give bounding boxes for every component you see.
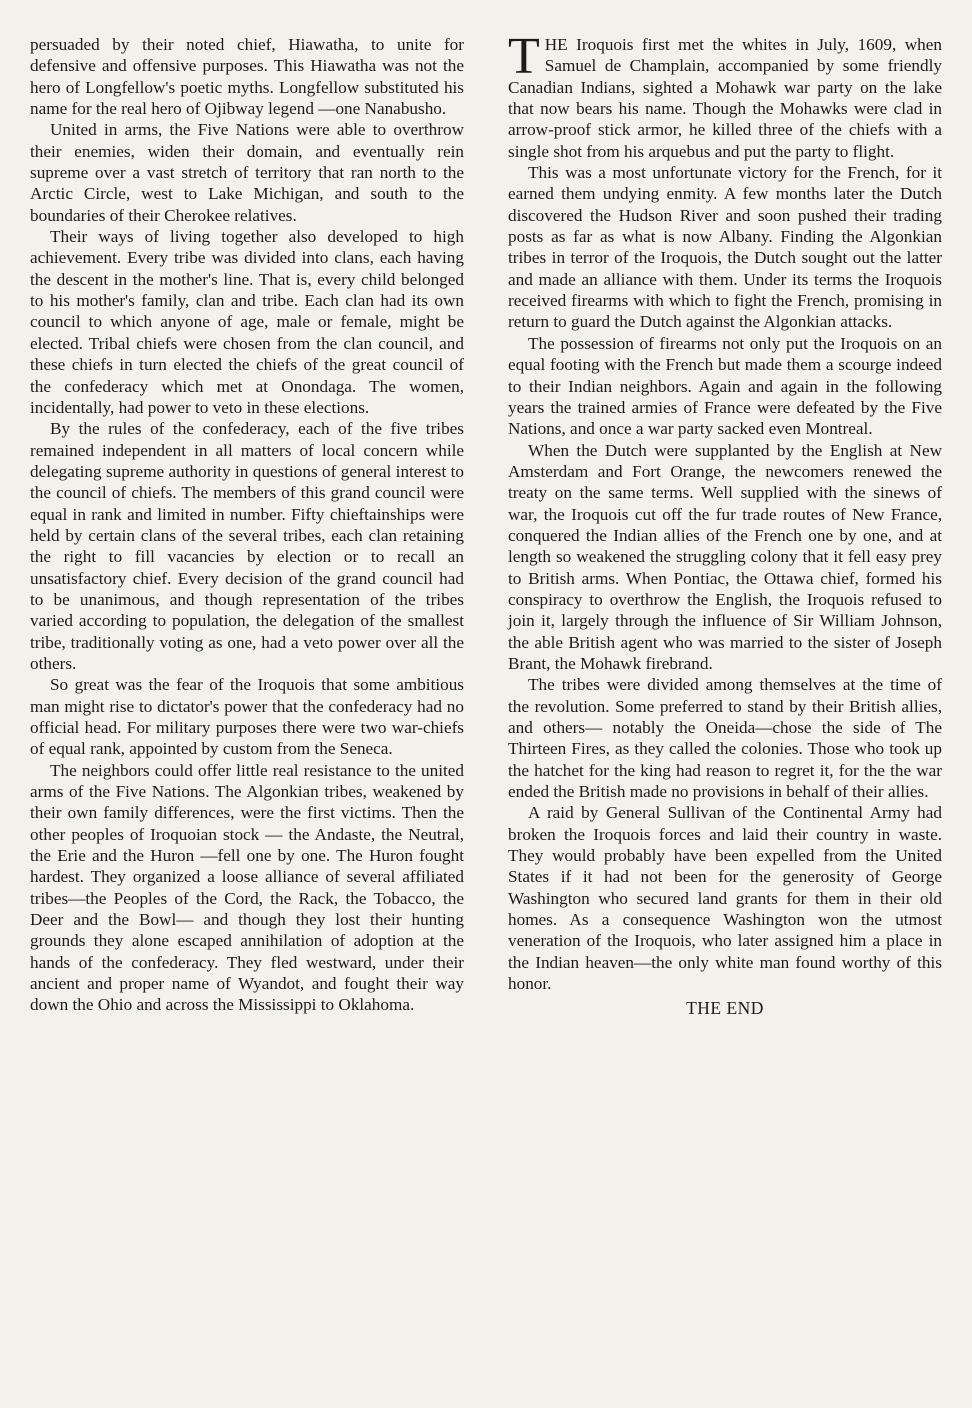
right-column <box>508 28 942 1408</box>
drop-cap: T <box>508 28 540 85</box>
paragraph: This was a most unfortunate victory for the French, for it earned them undying enmity. A few months later the Dutch discovered the Hudson River and soon pushed their trading posts as far as what is now Albany. Finding the Algonkian tribes in terror of the Iroquois, the Dutch sought out the latter and made an alliance with them. Under its terms the Iroquois received firearms with which to fight the French, promising in return to guard the Dutch against the Algonkian attacks. <box>508 163 942 332</box>
the-end-label: THE END <box>686 998 764 1019</box>
paragraph: persuaded by their noted chief, Hiawatha, to unite for defensive and offensive purposes. This Hiawatha was not the hero of Longfellow's poetic myths. Longfellow substituted his name for the real hero of Ojibway legend —one Nanabusho. <box>30 35 464 119</box>
paragraph: When the Dutch were supplanted by the English at New Amsterdam and Fort Orange, the newcomers renewed the treaty on the same terms. Well supplied with the sinews of war, the Iroquois cut off the fur trade routes of New France, conquered the Indian allies of the French one by one, and at length so weakened the struggling colony that it fell easy prey to British arms. When Pontiac, the Ottawa chief, formed his conspiracy to overthrow the English, the Iroquois refused to join it, largely through the influence of Sir William Johnson, the able British agent who was married to the sister of Joseph Brant, the Mohawk firebrand. <box>508 440 942 673</box>
left-column <box>30 34 464 1408</box>
lead-paragraph <box>508 28 942 162</box>
paragraph: By the rules of the confederacy, each of the five tribes remained independent in all matters of local concern while delegating supreme authority in questions of general interest to the council of chiefs. The members of this grand council were equal in rank and limited in number. Fifty chieftainships were held by certain clans of the several tribes, each clan retaining the right to fill vacancies by election or to recall an unsatisfactory chief. Every decision of the grand council had to be unanimous, and though representation of the tribes varied according to population, the delegation of the smallest tribe, traditionally voting as one, had a veto power over all the others. <box>30 419 464 673</box>
paragraph: The tribes were divided among themselves at the time of the revolution. Some preferred to stand by their British allies, and others— notably the Oneida—chose the side of The Thirteen Fires, as they called the colonies. Those who took up the hatchet for the king had reason to regret it, for the the war ended the British made no provisions in behalf of their allies. <box>508 675 942 802</box>
paragraph: The neighbors could offer little real resistance to the united arms of the Five Nations. The Algonkian tribes, weakened by their own family differences, were the first victims. Then the other peoples of Iroquoian stock — the Andaste, the Neutral, the Erie and the Huron —fell one by one. The Huron fought hardest. They organized a loose alliance of several affiliated tribes—the Peoples of the Cord, the Rack, the Tobacco, the Deer and the Bowl— and though they lost their hunting grounds they alone escaped annihilation of adoption at the hands of the confederacy. They fled westward, under their ancient and proper name of Wyandot, and fought their way down the Ohio and across the Mississippi to Oklahoma. <box>30 760 464 1015</box>
paragraph: Their ways of living together also developed to high achievement. Every tribe was divided into clans, each having the descent in the mother's line. That is, every child belonged to his mother's family, clan and tribe. Each clan had its own council to which anyone of age, male or female, might be elected. Tribal chiefs were chosen from the clan council, and these chiefs in turn elected the chiefs of the great council of the confederacy which met at Onondaga. The women, incidentally, had power to veto in these elections. <box>30 227 464 417</box>
paragraph: So great was the fear of the Iroquois that some ambitious man might rise to dictator's power that the confederacy had no official head. For military purposes there were two war-chiefs of equal rank, appointed by custom from the Seneca. <box>30 675 464 759</box>
paragraph: The possession of firearms not only put the Iroquois on an equal footing with the French but made them a scourge indeed to their Indian neighbors. Again and again in the following years the trained armies of France were defeated by the Five Nations, and once a war party sacked even Montreal. <box>508 333 942 439</box>
lead-paragraph-text: HE Iroquois first met the whites in July, 1609, when Samuel de Champlain, accompanied by some friendly Canadian Indians, sighted a Mohawk war party on the lake that now bears his name. Though the Mohawks were clad in arrow-proof stick armor, he killed three of the chiefs with a single shot from his arquebus and put the party to flight. <box>508 35 942 161</box>
paragraph: A raid by General Sullivan of the Continental Army had broken the Iroquois forces and laid their country in waste. They would probably have been expelled from the United States if it had not been for the generosity of George Washington who secured land grants for them in their old homes. As a consequence Washington won the utmost veneration of the Iroquois, who later assigned him a place in the Indian heaven—the only white man found worthy of this honor. <box>508 803 942 994</box>
paragraph: United in arms, the Five Nations were able to overthrow their enemies, widen their domain, and eventually rein supreme over a vast stretch of territory that ran north to the Arctic Circle, west to Lake Michigan, and south to the boundaries of their Cherokee relatives. <box>30 120 464 225</box>
